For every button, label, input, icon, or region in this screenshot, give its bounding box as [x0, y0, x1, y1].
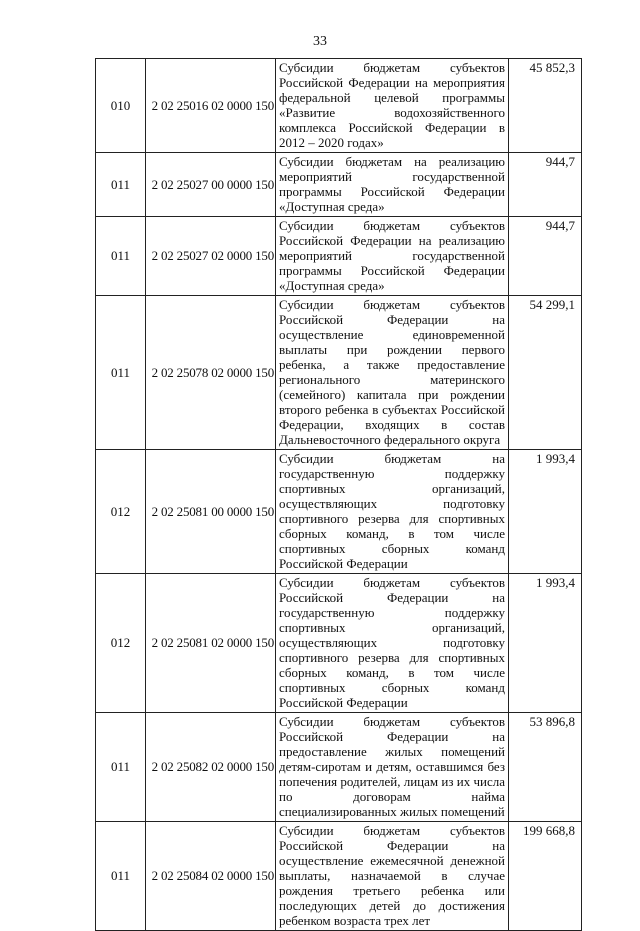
amount-cell: 54 299,1 [509, 296, 582, 450]
table-row [96, 153, 582, 217]
table-row [96, 713, 582, 822]
page-number: 33 [313, 34, 327, 49]
budget-code-cell: 2 02 25016 02 0000 150 [146, 59, 276, 153]
admin-code-cell: 011 [96, 153, 146, 217]
table-row [96, 296, 582, 450]
amount-cell: 1 993,4 [509, 450, 582, 574]
income-name-cell: Субсидии бюджетам субъектов Российской Федерации на предоставление жилых помещений детям-сиротам и детям, оставшимся без попечения родителей, лицам из их числа по договорам найма специализированных жилых помещений [276, 713, 509, 822]
amount-cell: 944,7 [509, 153, 582, 217]
amount-cell: 53 896,8 [509, 713, 582, 822]
income-name-cell: Субсидии бюджетам субъектов Российской Федерации на осуществление ежемесячной денежной выплаты, назначаемой в случае рождения третьего ребенка или последующих детей до достижения ребенком возраста трех лет [276, 822, 509, 931]
admin-code-cell: 011 [96, 713, 146, 822]
admin-code-cell: 012 [96, 574, 146, 713]
income-name-cell: Субсидии бюджетам на реализацию мероприятий государственной программы Российской Федерации «Доступная среда» [276, 153, 509, 217]
admin-code-cell: 011 [96, 822, 146, 931]
admin-code-cell: 010 [96, 59, 146, 153]
income-name-cell: Субсидии бюджетам на государственную поддержку спортивных организаций, осуществляющих подготовку спортивного резерва для спортивных сборных команд, в том числе спортивных сборных команд Российской Федерации [276, 450, 509, 574]
budget-code-cell: 2 02 25078 02 0000 150 [146, 296, 276, 450]
amount-cell: 1 993,4 [509, 574, 582, 713]
admin-code-cell: 011 [96, 296, 146, 450]
budget-code-cell: 2 02 25084 02 0000 150 [146, 822, 276, 931]
budget-code-cell: 2 02 25081 02 0000 150 [146, 574, 276, 713]
table-row [96, 59, 582, 153]
income-name-cell: Субсидии бюджетам субъектов Российской Федерации на осуществление единовременной выплаты при рождении первого ребенка, а также предоставление регионального материнского (семейного) капитала при рождении второго ребенка в субъектах Российской Федерации, входящих в состав Дальневосточного федерального округа [276, 296, 509, 450]
admin-code-cell: 012 [96, 450, 146, 574]
budget-code-cell: 2 02 25027 02 0000 150 [146, 217, 276, 296]
table-row [96, 450, 582, 574]
budget-code-cell: 2 02 25082 02 0000 150 [146, 713, 276, 822]
table-row [96, 574, 582, 713]
amount-cell: 45 852,3 [509, 59, 582, 153]
income-name-cell: Субсидии бюджетам субъектов Российской Федерации на государственную поддержку спортивных организаций, осуществляющих подготовку спортивного резерва для спортивных сборных команд, в том числе спортивных сборных команд Российской Федерации [276, 574, 509, 713]
table-row [96, 822, 582, 931]
amount-cell: 944,7 [509, 217, 582, 296]
budget-code-cell: 2 02 25027 00 0000 150 [146, 153, 276, 217]
budget-table [95, 58, 582, 931]
income-name-cell: Субсидии бюджетам субъектов Российской Федерации на реализацию мероприятий государственной программы Российской Федерации «Доступная среда» [276, 217, 509, 296]
amount-cell: 199 668,8 [509, 822, 582, 931]
table-row [96, 217, 582, 296]
budget-code-cell: 2 02 25081 00 0000 150 [146, 450, 276, 574]
admin-code-cell: 011 [96, 217, 146, 296]
income-name-cell: Субсидии бюджетам субъектов Российской Федерации на мероприятия федеральной целевой программы «Развитие водохозяйственного комплекса Российской Федерации в 2012 – 2020 годах» [276, 59, 509, 153]
